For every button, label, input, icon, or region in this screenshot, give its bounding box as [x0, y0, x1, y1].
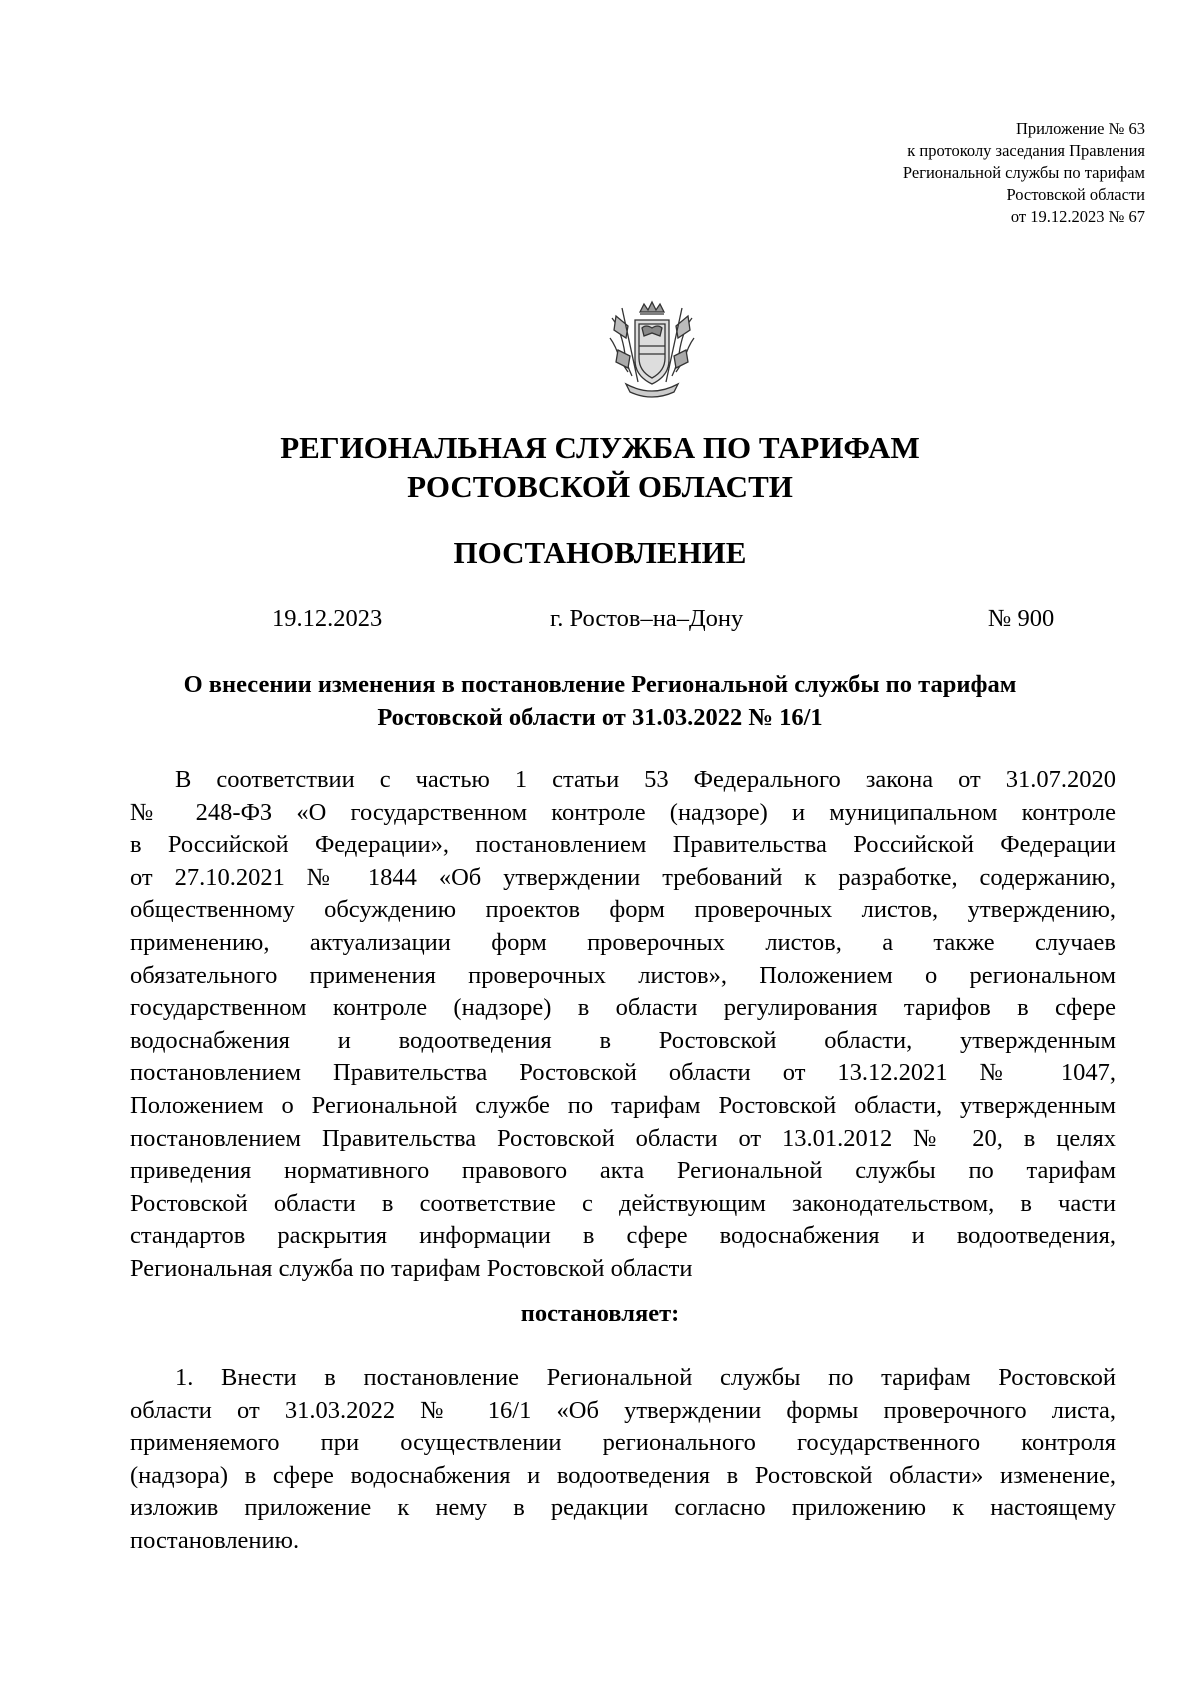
appendix-line: Ростовской области [1006, 185, 1145, 204]
paragraph-line: применению, актуализации форм проверочных листов, а также случаев [130, 928, 1116, 956]
paragraph-line: обязательного применения проверочных листов», Положением о региональном [130, 961, 1116, 989]
paragraph-line: Положением о Региональной службе по тарифам Ростовской области, утвержденным [130, 1091, 1116, 1119]
document-number: № 900 [988, 605, 1055, 632]
paragraph-line: государственном контроле (надзоре) в области регулирования тарифов в сфере [130, 994, 1116, 1022]
paragraph-line: Ростовской области в соответствие с действующим законодательством, в части [130, 1189, 1116, 1217]
paragraph-line: в Российской Федерации», постановлением Правительства Российской Федерации [130, 831, 1116, 859]
paragraph-line: применяемого при осуществлении регионального государственного контроля [130, 1429, 1116, 1457]
paragraph-line: изложив приложение к нему в редакции согласно приложению к настоящему [130, 1494, 1116, 1522]
organization-title-line: РОСТОВСКОЙ ОБЛАСТИ [407, 469, 793, 504]
paragraph-line: от 27.10.2021 № 1844 «Об утверждении требований к разработке, содержанию, [130, 863, 1116, 891]
subject-line: О внесении изменения в постановление Региональной службы по тарифам [183, 671, 1017, 698]
organization-title [0, 428, 1200, 506]
resolves-heading: постановляет: [520, 1300, 680, 1327]
paragraph-line: общественному обсуждению проектов форм проверочных листов, утверждению, [130, 896, 1116, 924]
subject-line: Ростовской области от 31.03.2022 № 16/1 [377, 704, 823, 731]
document-city: г. Ростов–на–Дону [550, 605, 744, 632]
paragraph-line: (надзора) в сфере водоснабжения и водоотведения в Ростовской области» изменение, [130, 1461, 1116, 1489]
document-type: ПОСТАНОВЛЕНИЕ [453, 535, 747, 570]
paragraph-line: стандартов раскрытия информации в сфере водоснабжения и водоотведения, [130, 1222, 1116, 1250]
appendix-line: Приложение № 63 [1015, 119, 1145, 138]
document-date: 19.12.2023 [272, 605, 383, 632]
paragraph-line: постановлением Правительства Ростовской области от 13.12.2021 № 1047, [130, 1059, 1116, 1087]
paragraph-line: В соответствии с частью 1 статьи 53 Федерального закона от 31.07.2020 [175, 766, 1116, 793]
preamble-paragraph [130, 764, 1116, 1286]
paragraph-line: 1. Внести в постановление Региональной службы по тарифам Ростовской [175, 1364, 1116, 1391]
paragraph-line: области от 31.03.2022 № 16/1 «Об утверждении формы проверочного листа, [130, 1396, 1116, 1424]
appendix-note [725, 118, 1145, 228]
organization-title-line: РЕГИОНАЛЬНАЯ СЛУЖБА ПО ТАРИФАМ [280, 430, 920, 465]
appendix-line: Региональной службы по тарифам [902, 163, 1145, 182]
appendix-line: от 19.12.2023 № 67 [1010, 207, 1145, 226]
clause-1-paragraph [130, 1362, 1116, 1558]
coat-of-arms-icon [602, 298, 702, 400]
paragraph-line: № 248-ФЗ «О государственном контроле (надзоре) и муниципальном контроле [130, 798, 1116, 826]
paragraph-line: постановлению. [130, 1526, 300, 1554]
paragraph-line: Региональная служба по тарифам Ростовской области [130, 1254, 693, 1282]
appendix-line: к протоколу заседания Правления [907, 141, 1145, 160]
document-subject [0, 668, 1200, 734]
paragraph-line: водоснабжения и водоотведения в Ростовской области, утвержденным [130, 1026, 1116, 1054]
paragraph-line: приведения нормативного правового акта Региональной службы по тарифам [130, 1157, 1116, 1185]
paragraph-line: постановлением Правительства Ростовской области от 13.01.2012 № 20, в целях [130, 1124, 1116, 1152]
